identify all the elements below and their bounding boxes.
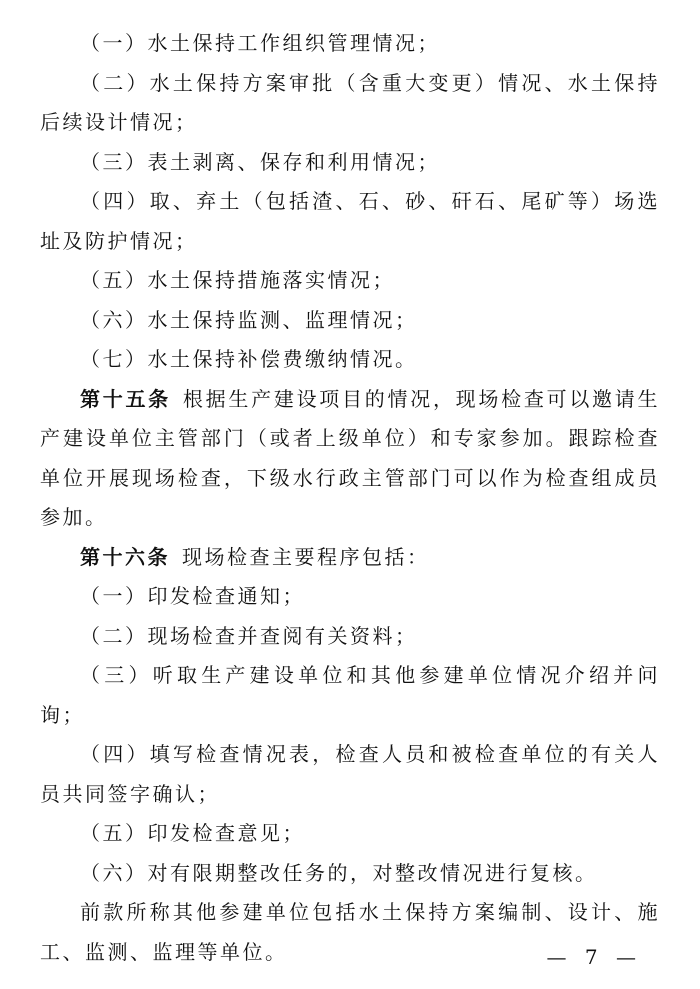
paragraph-text: （三）表土剥离、保存和利用情况； [80, 149, 440, 174]
article-15 [40, 380, 660, 538]
paragraph-5 [40, 261, 660, 301]
paragraph-15 [40, 854, 660, 894]
paragraph-1 [40, 24, 660, 64]
body-text [40, 24, 660, 972]
paragraph-4 [40, 182, 660, 261]
paragraph-text: （四）取、弃土（包括渣、石、砂、矸石、尾矿等）场选址及防护情况； [40, 189, 660, 253]
paragraph-text: （五）水土保持措施落实情况； [80, 268, 395, 292]
paragraph-11 [40, 617, 660, 657]
paragraph-text: （六）对有限期整改任务的，对整改情况进行复核。 [80, 860, 598, 885]
paragraph-6 [40, 301, 660, 341]
paragraph-10 [40, 577, 660, 617]
paragraph-text: （二）水土保持方案审批（含重大变更）情况、水土保持后续设计情况； [40, 70, 660, 134]
paragraph-text: 根据生产建设项目的情况，现场检查可以邀请生产建设单位主管部门（或者上级单位）和专家参加。跟踪检查单位开展现场检查，下级水行政主管部门可以作为检查组成员参加。 [40, 386, 661, 529]
paragraph-text: （一）水土保持工作组织管理情况； [80, 31, 440, 55]
article-16 [40, 538, 660, 578]
paragraph-7 [40, 340, 660, 380]
paragraph-text: （一）印发检查通知； [80, 584, 305, 608]
paragraph-text: （五）印发检查意见； [80, 821, 305, 845]
paragraph-text: 前款所称其他参建单位包括水土保持方案编制、设计、施工、监测、监理等单位。 [40, 900, 660, 964]
paragraph-text: （二）现场检查并查阅有关资料； [80, 623, 418, 648]
article-heading: 第十五条 [80, 386, 171, 411]
paragraph-3 [40, 143, 660, 183]
paragraph-text: （七）水土保持补偿费缴纳情况。 [80, 347, 418, 371]
paragraph-text: （三）听取生产建设单位和其他参建单位情况介绍并问询； [40, 663, 660, 727]
paragraph-12 [40, 656, 660, 735]
page-number: — 7 — [546, 945, 642, 969]
paragraph-14 [40, 814, 660, 854]
paragraph-text: （四）填写检查情况表，检查人员和被检查单位的有关人员共同签字确认； [40, 742, 660, 806]
paragraph-2 [40, 64, 660, 143]
paragraph-text: （六）水土保持监测、监理情况； [80, 307, 418, 332]
article-heading: 第十六条 [80, 544, 170, 569]
paragraph-text: 现场检查主要程序包括： [182, 544, 430, 569]
paragraph-13 [40, 735, 660, 814]
